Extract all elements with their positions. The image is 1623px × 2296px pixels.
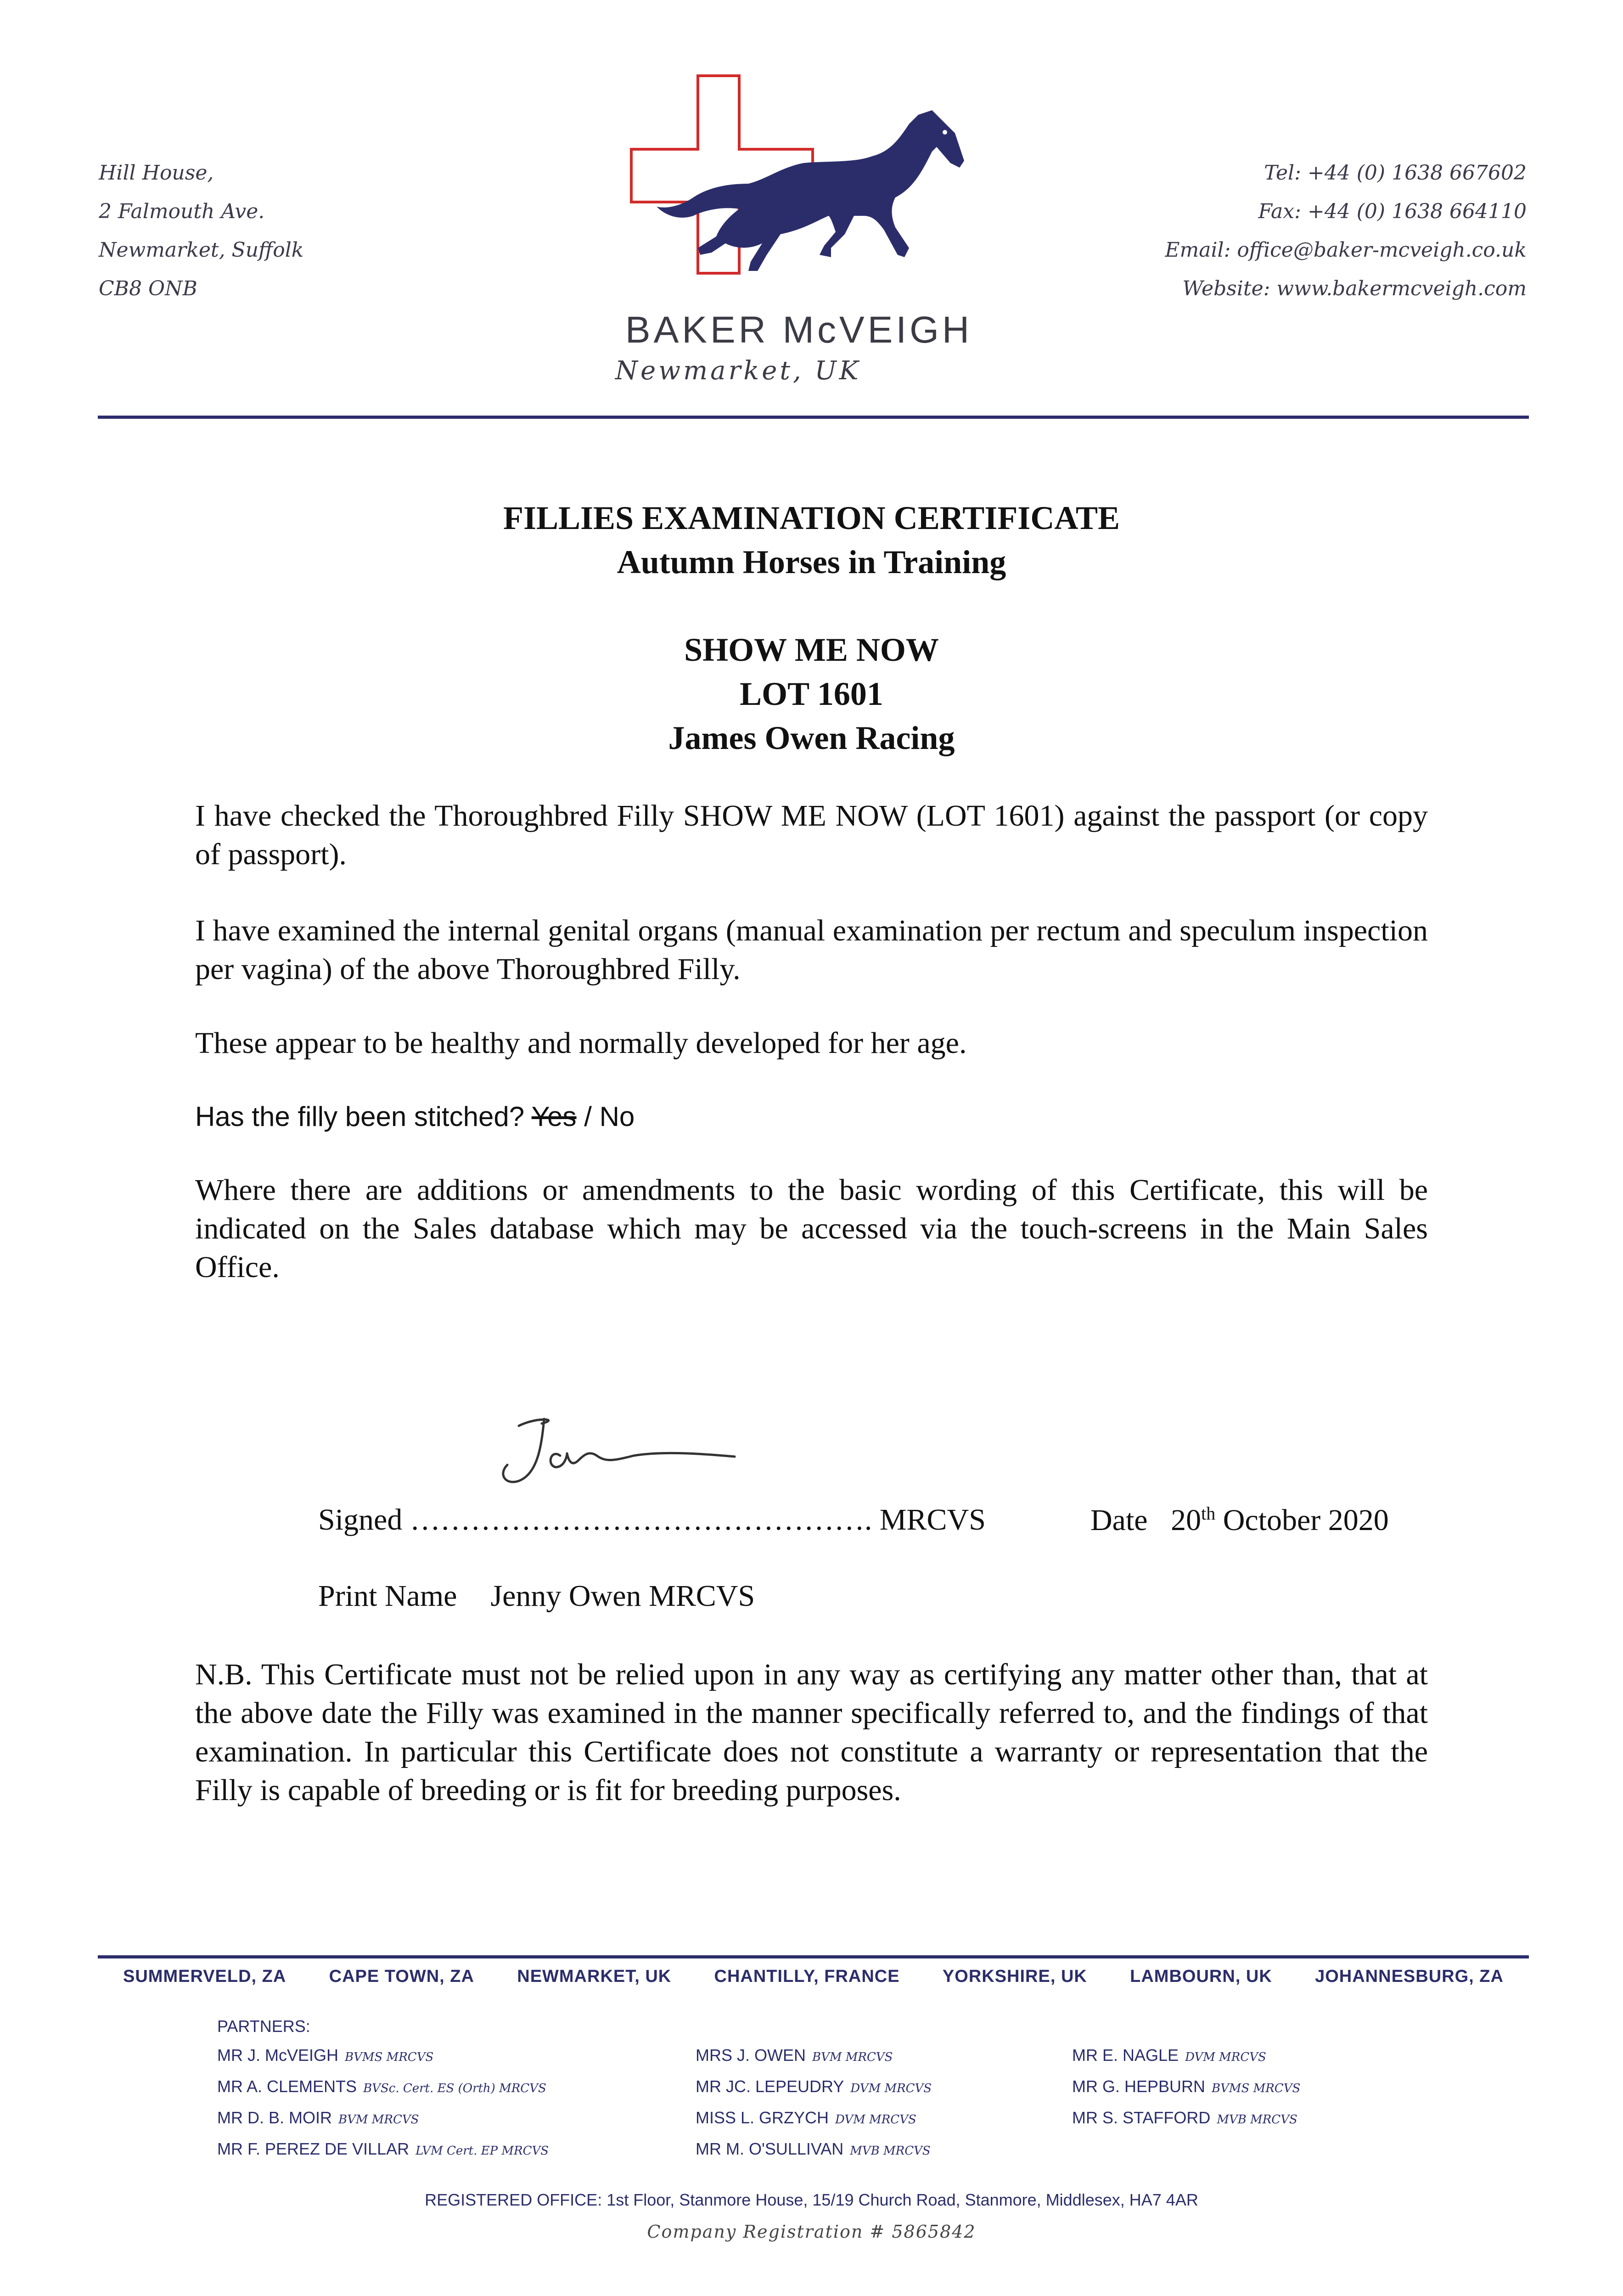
- stitched-yes-struck: Yes: [531, 1101, 577, 1132]
- stitched-separator: /: [576, 1101, 600, 1132]
- partner-qualification: DVM MRCVS: [850, 2082, 932, 2095]
- partner-entry: [1072, 2077, 1300, 2108]
- logo-horse-cross: [615, 69, 983, 280]
- partner-name: MR F. PEREZ DE VILLAR: [217, 2139, 410, 2158]
- signed-line: [318, 1503, 986, 1537]
- header-divider: [98, 416, 1529, 419]
- partner-entry: [217, 2139, 549, 2171]
- partner-qualification: BVMS MRCVS: [1212, 2082, 1301, 2095]
- partner-qualification: BVM MRCVS: [338, 2113, 419, 2127]
- signature-dots: ………………………………………. MRCVS: [410, 1503, 986, 1536]
- logo-name: BAKER McVEIGH: [625, 309, 973, 351]
- date-line: [1090, 1503, 1389, 1538]
- partner-name: MR D. B. MOIR: [217, 2108, 332, 2127]
- certificate-title: FILLIES EXAMINATION CERTIFICATE: [503, 500, 1120, 536]
- company-registration: Company Registration # 5865842: [647, 2222, 976, 2242]
- partner-qualification: LVM Cert. EP MRCVS: [416, 2144, 549, 2158]
- paragraph-text: N.B. This Certificate must not be relied upon in any way as certifying any matter other than, that at the above date the Filly was examined in the manner specifically referred to, and the findings of that examination. In particular this Certificate does not constitute a warranty or representation that the Filly is capable of breeding or is fit for breeding purposes.: [195, 1658, 1428, 1807]
- partner-entry: [217, 2046, 549, 2077]
- stitched-no: No: [599, 1101, 635, 1132]
- partner-qualification: BVM MRCVS: [812, 2050, 893, 2064]
- city-item: NEWMARKET, UK: [517, 1967, 672, 1986]
- partner-entry: [1072, 2108, 1300, 2139]
- partner-entry: [217, 2108, 549, 2139]
- registered-office: REGISTERED OFFICE: 1st Floor, Stanmore House, 15/19 Church Road, Stanmore, Middlesex, HA7 4AR: [425, 2190, 1198, 2209]
- partner-entry: [696, 2108, 932, 2139]
- partner-qualification: MVB MRCVS: [850, 2144, 931, 2158]
- partner-name: MR J. McVEIGH: [217, 2046, 339, 2065]
- partner-entry: [696, 2046, 932, 2077]
- partners-column-1: [217, 2046, 549, 2171]
- partner-name: MR A. CLEMENTS: [217, 2077, 357, 2096]
- paragraph-text: I have checked the Thoroughbred Filly SHOW ME NOW (LOT 1601) against the passport (or copy of passport).: [195, 799, 1428, 871]
- date-suffix: th: [1201, 1503, 1216, 1524]
- paragraph-text: These appear to be healthy and normally developed for her age.: [195, 1026, 967, 1060]
- print-name-value: Jenny Owen MRCVS: [490, 1579, 755, 1613]
- partner-entry: [696, 2139, 932, 2171]
- email-line: Email: office@baker-mcveigh.co.uk: [1165, 238, 1527, 262]
- contact-block: [1165, 154, 1527, 308]
- stitched-question: Has the filly been stitched?: [195, 1101, 525, 1132]
- logo-subtitle: Newmarket, UK: [615, 356, 861, 386]
- lot-number: LOT 1601: [740, 675, 883, 712]
- address-line: Newmarket, Suffolk: [99, 238, 304, 262]
- partner-name: MR JC. LEPEUDRY: [696, 2077, 844, 2096]
- address-line: CB8 ONB: [99, 277, 197, 300]
- paragraph-passport: [195, 797, 1428, 874]
- partners-column-3: [1072, 2046, 1300, 2139]
- address-block: [99, 154, 303, 308]
- vendor-name: James Owen Racing: [668, 720, 955, 756]
- partner-qualification: DVM MRCVS: [835, 2113, 916, 2127]
- partner-entry: [1072, 2046, 1300, 2077]
- city-item: SUMMERVELD, ZA: [123, 1967, 286, 1986]
- paragraph-text: I have examined the internal genital organs (manual examination per rectum and speculum inspection per vagina) of the above Thoroughbred Filly.: [195, 914, 1428, 986]
- paragraph-examination: [195, 912, 1428, 989]
- date-rest: October 2020: [1215, 1503, 1389, 1537]
- city-item: CHANTILLY, FRANCE: [714, 1967, 900, 1986]
- partner-name: MISS L. GRZYCH: [696, 2108, 829, 2127]
- paragraph-amendments: [195, 1171, 1428, 1287]
- footer-divider: [98, 1955, 1529, 1958]
- horse-icon: [657, 110, 964, 271]
- partner-name: MR E. NAGLE: [1072, 2046, 1179, 2065]
- partners-label: PARTNERS:: [217, 2017, 310, 2036]
- website-line: Website: www.bakermcveigh.com: [1182, 277, 1527, 300]
- address-line: Hill House,: [99, 161, 214, 185]
- city-item: YORKSHIRE, UK: [942, 1967, 1087, 1986]
- partner-qualification: DVM MRCVS: [1185, 2050, 1266, 2064]
- nb-disclaimer: [195, 1655, 1428, 1810]
- partner-name: MR G. HEPBURN: [1072, 2077, 1206, 2096]
- partner-entry: [696, 2077, 932, 2108]
- office-locations: [98, 1967, 1529, 1986]
- phone-line: Tel: +44 (0) 1638 667602: [1264, 161, 1527, 185]
- paragraph-healthy: [195, 1024, 1428, 1063]
- horse-name: SHOW ME NOW: [684, 631, 939, 668]
- partner-qualification: BVMS MRCVS: [345, 2050, 434, 2064]
- stitched-question-line: [195, 1097, 1428, 1136]
- partners-column-2: [696, 2046, 932, 2171]
- partner-entry: [217, 2077, 549, 2108]
- paragraph-text: Where there are additions or amendments to the basic wording of this Certificate, this will be indicated on the Sales database which may be accessed via the touch-screens in the Main Sales Office.: [195, 1173, 1428, 1284]
- fax-line: Fax: +44 (0) 1638 664110: [1258, 200, 1527, 223]
- print-name-line: [318, 1579, 755, 1614]
- date-day: 20: [1171, 1503, 1202, 1537]
- partner-name: MRS J. OWEN: [696, 2046, 806, 2065]
- partner-qualification: BVSc. Cert. ES (Orth) MRCVS: [363, 2082, 546, 2095]
- partner-name: MR M. O'SULLIVAN: [696, 2139, 844, 2158]
- partner-name: MR S. STAFFORD: [1072, 2108, 1211, 2127]
- date-label: Date: [1090, 1503, 1148, 1537]
- partner-qualification: MVB MRCVS: [1217, 2113, 1297, 2127]
- city-item: CAPE TOWN, ZA: [329, 1967, 474, 1986]
- certificate-subtitle: Autumn Horses in Training: [617, 544, 1006, 580]
- city-item: JOHANNESBURG, ZA: [1315, 1967, 1504, 1986]
- city-item: LAMBOURN, UK: [1130, 1967, 1272, 1986]
- signed-label: Signed: [318, 1503, 403, 1536]
- handwritten-signature: [487, 1405, 753, 1497]
- print-name-label: Print Name: [318, 1579, 457, 1613]
- address-line: 2 Falmouth Ave.: [99, 200, 265, 223]
